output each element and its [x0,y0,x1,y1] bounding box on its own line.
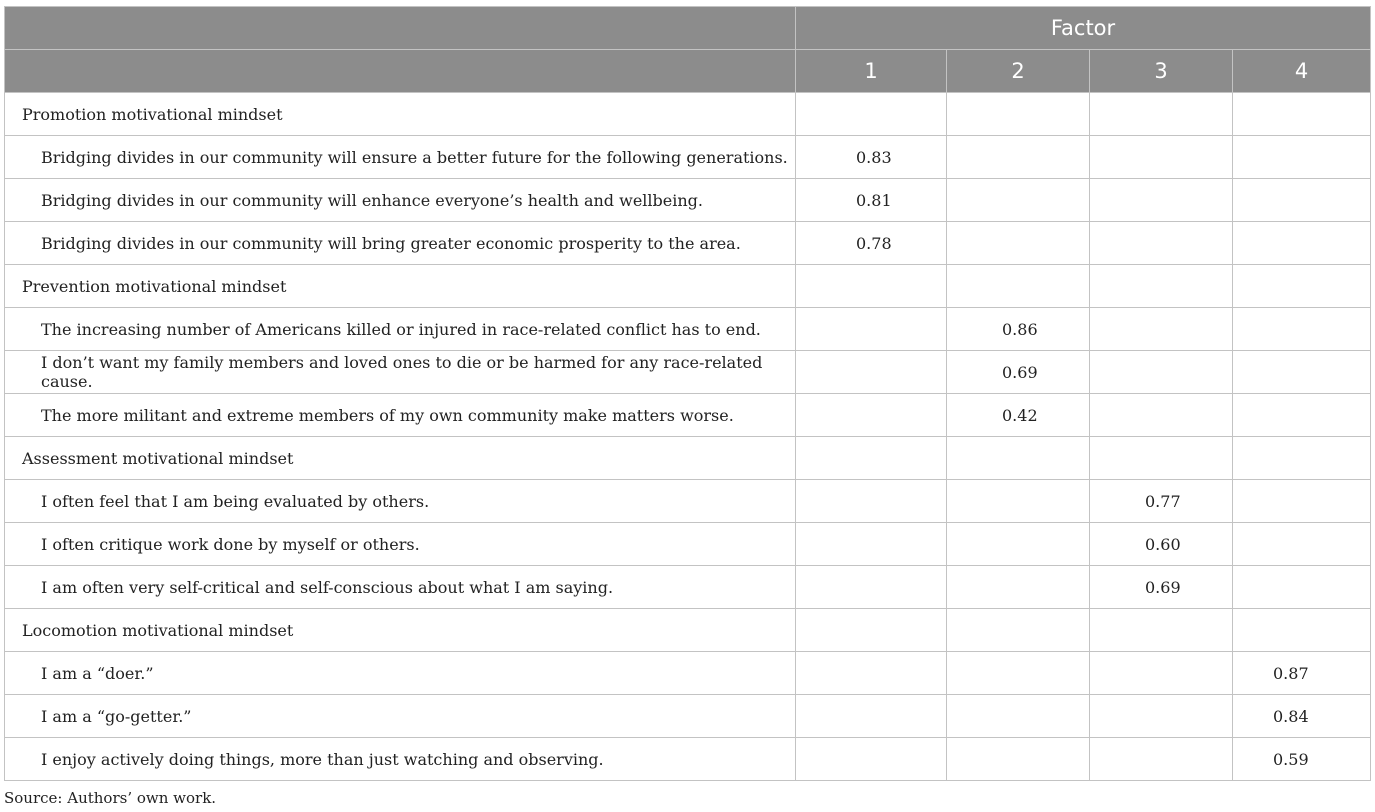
table-row [5,308,1371,351]
empty-cell [1090,695,1233,738]
empty-cell [1090,437,1233,480]
item-text: I often feel that I am being evaluated by others. [5,480,796,523]
empty-cell [947,480,1090,523]
empty-cell [796,523,947,566]
factor-number-1: 1 [796,50,947,93]
empty-cell [796,437,947,480]
empty-cell [1233,609,1371,652]
empty-cell [947,652,1090,695]
empty-cell [947,437,1090,480]
empty-cell [796,265,947,308]
empty-cell [1233,179,1371,222]
empty-cell [1233,351,1371,394]
empty-cell [947,523,1090,566]
table-row [5,394,1371,437]
empty-cell [1090,265,1233,308]
empty-cell [1090,652,1233,695]
empty-cell [1233,566,1371,609]
empty-cell [1233,93,1371,136]
factor-loading-value: 0.87 [1233,652,1371,695]
item-text: I am often very self-critical and self-conscious about what I am saying. [5,566,796,609]
table-row [5,566,1371,609]
section-row [5,609,1371,652]
empty-cell [1090,738,1233,781]
empty-cell [1090,179,1233,222]
table-row [5,179,1371,222]
factor-loading-value: 0.60 [1090,523,1233,566]
empty-cell [796,738,947,781]
empty-cell [1233,265,1371,308]
table-row [5,738,1371,781]
empty-cell [1090,308,1233,351]
factor-loading-value: 0.77 [1090,480,1233,523]
item-text: I am a “go-getter.” [5,695,796,738]
empty-cell [947,695,1090,738]
factor-loading-value: 0.69 [1090,566,1233,609]
empty-cell [1233,136,1371,179]
empty-cell [796,695,947,738]
empty-cell [796,480,947,523]
header-row-numbers [5,50,1371,93]
empty-cell [947,222,1090,265]
factor-loading-value: 0.59 [1233,738,1371,781]
empty-cell [947,609,1090,652]
section-row [5,265,1371,308]
source-note: Source: Authors’ own work. [4,789,217,807]
factor-number-2: 2 [947,50,1090,93]
empty-cell [796,566,947,609]
factor-number-4: 4 [1233,50,1371,93]
table-row [5,480,1371,523]
table-row [5,695,1371,738]
empty-cell [1090,93,1233,136]
item-text: I often critique work done by myself or others. [5,523,796,566]
empty-cell [1233,437,1371,480]
section-title: Locomotion motivational mindset [5,609,796,652]
factor-loading-value: 0.84 [1233,695,1371,738]
empty-cell [1090,609,1233,652]
section-row [5,93,1371,136]
header-blank-cell [5,50,796,93]
empty-cell [1233,480,1371,523]
table-row [5,652,1371,695]
item-text: I enjoy actively doing things, more than just watching and observing. [5,738,796,781]
empty-cell [947,265,1090,308]
empty-cell [796,609,947,652]
factor-number-3: 3 [1090,50,1233,93]
factor-loading-value: 0.81 [796,179,947,222]
header-row-factor [5,7,1371,50]
factor-loading-value: 0.78 [796,222,947,265]
table-row [5,136,1371,179]
factor-loading-value: 0.83 [796,136,947,179]
section-title: Promotion motivational mindset [5,93,796,136]
factor-loading-value: 0.69 [947,351,1090,394]
empty-cell [796,394,947,437]
section-row [5,437,1371,480]
item-text: The increasing number of Americans killed or injured in race-related conflict has to end. [5,308,796,351]
empty-cell [947,179,1090,222]
factor-loading-value: 0.86 [947,308,1090,351]
item-text: Bridging divides in our community will ensure a better future for the following generations. [5,136,796,179]
table-row [5,222,1371,265]
empty-cell [796,308,947,351]
empty-cell [947,136,1090,179]
item-text: Bridging divides in our community will bring greater economic prosperity to the area. [5,222,796,265]
item-text: The more militant and extreme members of my own community make matters worse. [5,394,796,437]
empty-cell [1233,523,1371,566]
empty-cell [1090,136,1233,179]
factor-header: Factor [796,7,1371,50]
empty-cell [1233,222,1371,265]
empty-cell [1233,394,1371,437]
empty-cell [1090,394,1233,437]
section-title: Prevention motivational mindset [5,265,796,308]
item-text: I don’t want my family members and loved ones to die or be harmed for any race-related cause. [5,351,796,394]
empty-cell [1090,351,1233,394]
empty-cell [796,93,947,136]
table-body [5,93,1371,781]
empty-cell [947,93,1090,136]
empty-cell [1233,308,1371,351]
factor-loading-value: 0.42 [947,394,1090,437]
empty-cell [796,652,947,695]
table-row [5,351,1371,394]
header-blank-cell [5,7,796,50]
empty-cell [1090,222,1233,265]
empty-cell [796,351,947,394]
empty-cell [947,738,1090,781]
empty-cell [947,566,1090,609]
factor-loadings-table [4,6,1371,781]
item-text: I am a “doer.” [5,652,796,695]
table-row [5,523,1371,566]
table-header [5,7,1371,93]
item-text: Bridging divides in our community will enhance everyone’s health and wellbeing. [5,179,796,222]
section-title: Assessment motivational mindset [5,437,796,480]
